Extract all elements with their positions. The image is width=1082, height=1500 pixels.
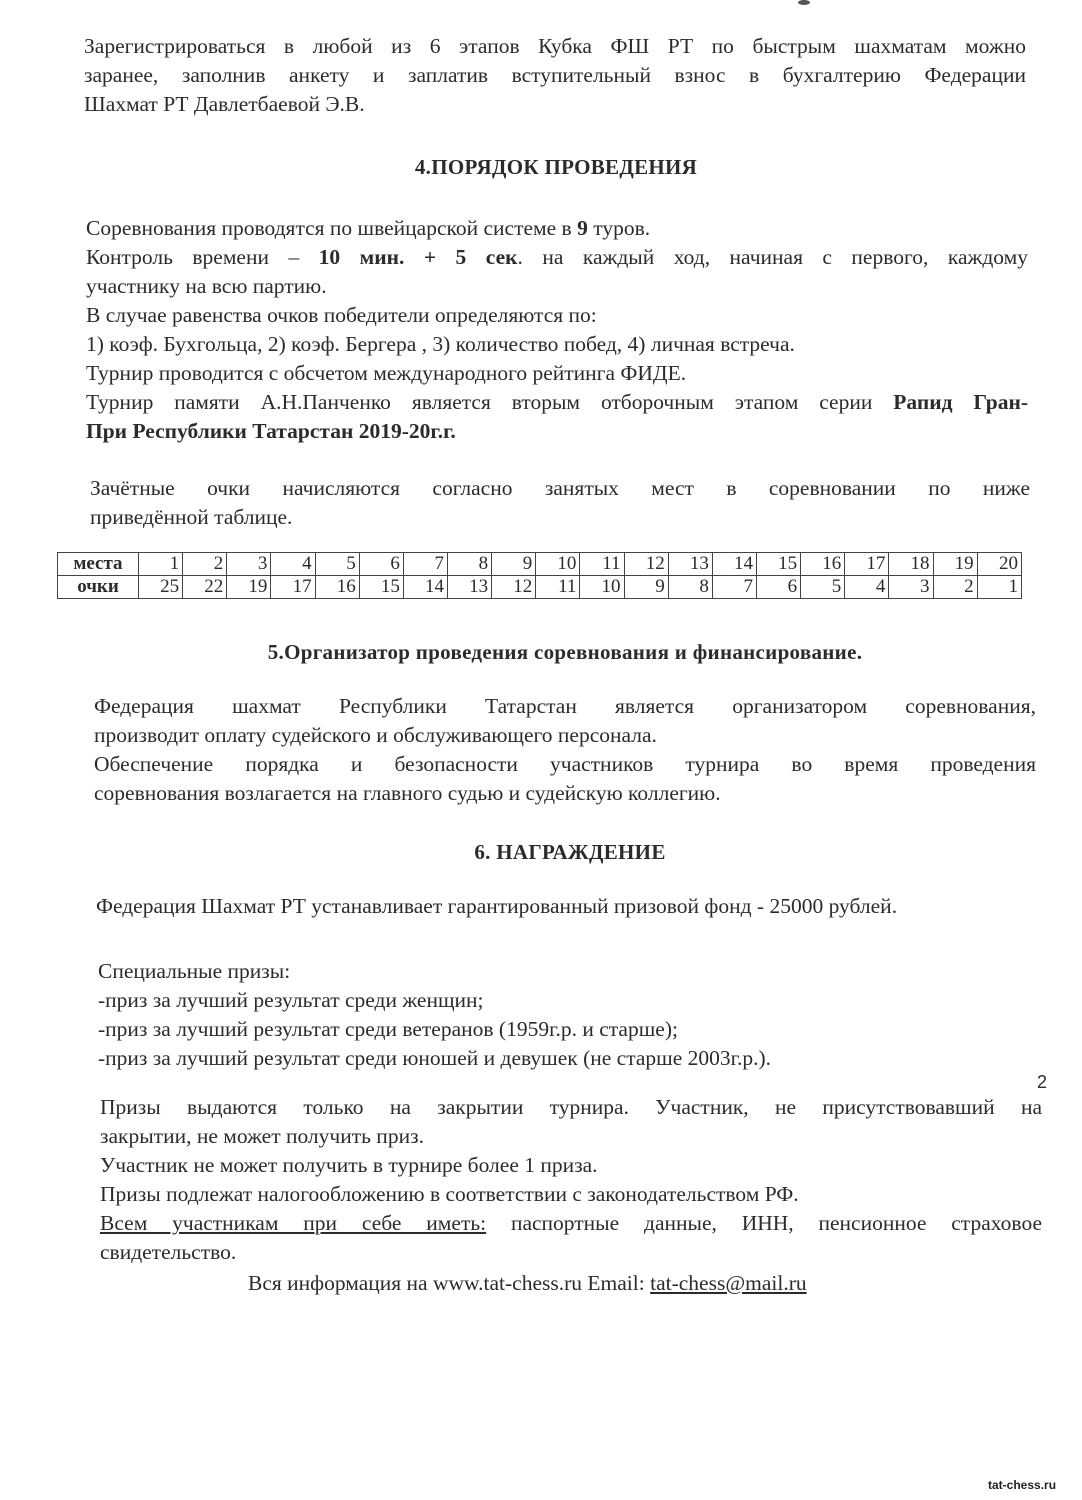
table-cell: 7	[403, 553, 447, 576]
rule-line: Призы выдаются только на закрытии турнира. Участник, не присутствовавший на	[100, 1095, 1042, 1119]
table-cell: 12	[492, 576, 536, 599]
points-intro-line: приведённой таблице.	[90, 505, 293, 529]
special-prizes-title: Специальные призы:	[98, 959, 291, 983]
table-cell: 6	[359, 553, 403, 576]
rules-line: Соревнования проводятся по швейцарской системе в 9 туров.	[86, 216, 651, 240]
table-cell: 2	[183, 553, 227, 576]
section-5-title: 5.Организатор проведения соревнования и финансирование.	[267, 640, 863, 664]
table-cell: 1	[139, 553, 183, 576]
rule-line: Призы подлежат налогообложению в соответствии с законодательством РФ.	[100, 1182, 799, 1206]
table-cell: 1	[977, 576, 1021, 599]
table-cell: 12	[624, 553, 668, 576]
table-cell: 13	[447, 576, 491, 599]
table-row-places	[58, 553, 1022, 576]
rules-line: Турнир проводится с обсчетом международного рейтинга ФИДЕ.	[86, 361, 687, 385]
table-cell: 20	[977, 553, 1021, 576]
section-4-body	[86, 214, 1028, 446]
table-cell: 14	[712, 553, 756, 576]
organizer-line: Федерация шахмат Республики Татарстан является организатором соревнования,	[94, 694, 1036, 718]
table-row-points	[58, 576, 1022, 599]
intro-line: Зарегистрироваться в любой из 6 этапов Кубка ФШ РТ по быстрым шахматам можно	[84, 34, 1026, 58]
table-cell: 19	[933, 553, 977, 576]
rule-line: закрытии, не может получить приз.	[100, 1124, 424, 1148]
page-number: 2	[1037, 1072, 1048, 1092]
table-cell: 7	[712, 576, 756, 599]
time-control-line: Контроль времени – 10 мин. + 5 сек. на каждый ход, начиная с первого, каждому	[86, 245, 1028, 269]
table-cell: 2	[933, 576, 977, 599]
special-prize-item: -приз за лучший результат среди женщин;	[98, 988, 484, 1012]
table-cell: 17	[845, 553, 889, 576]
series-line: Турнир памяти А.Н.Панченко является вторым отборочным этапом серии Рапид Гран-	[86, 390, 1028, 414]
table-cell: 13	[668, 553, 712, 576]
special-prize-item: -приз за лучший результат среди юношей и девушек (не старше 2003г.р.).	[98, 1046, 772, 1070]
table-cell: 8	[668, 576, 712, 599]
rules-line: участнику на всю партию.	[86, 274, 327, 298]
section-6-title: 6. НАГРАЖДЕНИЕ	[474, 840, 666, 864]
table-cell: 14	[403, 576, 447, 599]
table-cell: 3	[889, 576, 933, 599]
watermark-text: tat-chess.ru	[988, 1478, 1057, 1492]
points-table	[57, 552, 1022, 599]
table-cell: 9	[624, 576, 668, 599]
table-cell: 17	[271, 576, 315, 599]
points-intro	[90, 474, 1030, 532]
info-line	[248, 1269, 1008, 1298]
scan-mark	[798, 0, 810, 5]
row-label: очки	[58, 576, 139, 599]
table-cell: 16	[315, 576, 359, 599]
info-text: Вся информация на www.tat-chess.ru Email:	[248, 1271, 651, 1295]
table-cell: 15	[359, 576, 403, 599]
intro-paragraph	[84, 32, 1026, 119]
table-cell: 10	[536, 553, 580, 576]
table-cell: 5	[801, 576, 845, 599]
table-cell: 25	[139, 576, 183, 599]
special-prizes	[98, 957, 1038, 1073]
table-cell: 16	[801, 553, 845, 576]
documents-line: Всем участникам при себе иметь: паспортные данные, ИНН, пенсионное страховое	[100, 1211, 1042, 1235]
tiebreak-line: 1) коэф. Бухгольца, 2) коэф. Бергера , 3) количество побед, 4) личная встреча.	[86, 332, 795, 356]
row-label: места	[58, 553, 139, 576]
table-cell: 5	[315, 553, 359, 576]
table-cell: 8	[447, 553, 491, 576]
table-cell: 9	[492, 553, 536, 576]
email-link[interactable]: tat-chess@mail.ru	[650, 1271, 807, 1295]
prize-rules	[100, 1093, 1042, 1267]
rules-line: В случае равенства очков победители определяются по:	[86, 303, 597, 327]
series-line: При Республики Татарстан 2019-20г.г.	[86, 419, 456, 443]
organizer-line: соревнования возлагается на главного судью и судейскую коллегию.	[94, 781, 721, 805]
table-cell: 15	[756, 553, 800, 576]
points-intro-line: Зачётные очки начисляются согласно занятых мест в соревновании по ниже	[90, 476, 1030, 500]
rule-line: свидетельство.	[100, 1240, 237, 1264]
table-cell: 11	[536, 576, 580, 599]
rule-line: Участник не может получить в турнире более 1 приза.	[100, 1153, 598, 1177]
organizer-line: Обеспечение порядка и безопасности участников турнира во время проведения	[94, 752, 1036, 776]
table-cell: 11	[580, 553, 624, 576]
section-5-body	[94, 692, 1036, 808]
intro-line: заранее, заполнив анкету и заплатив вступительный взнос в бухгалтерию Федерации	[84, 63, 1026, 87]
organizer-line: производит оплату судейского и обслуживающего персонала.	[94, 723, 657, 747]
prize-fund: Федерация Шахмат РТ устанавливает гарантированный призовой фонд - 25000 рублей.	[96, 894, 898, 918]
table-cell: 3	[227, 553, 271, 576]
section-4-title: 4.ПОРЯДОК ПРОВЕДЕНИЯ	[414, 155, 698, 179]
table-cell: 22	[183, 576, 227, 599]
table-cell: 4	[271, 553, 315, 576]
special-prize-item: -приз за лучший результат среди ветеранов (1959г.р. и старше);	[98, 1017, 678, 1041]
table-cell: 6	[756, 576, 800, 599]
table-cell: 10	[580, 576, 624, 599]
intro-line: Шахмат РТ Давлетбаевой Э.В.	[84, 92, 365, 116]
table-cell: 4	[845, 576, 889, 599]
table-cell: 18	[889, 553, 933, 576]
table-cell: 19	[227, 576, 271, 599]
